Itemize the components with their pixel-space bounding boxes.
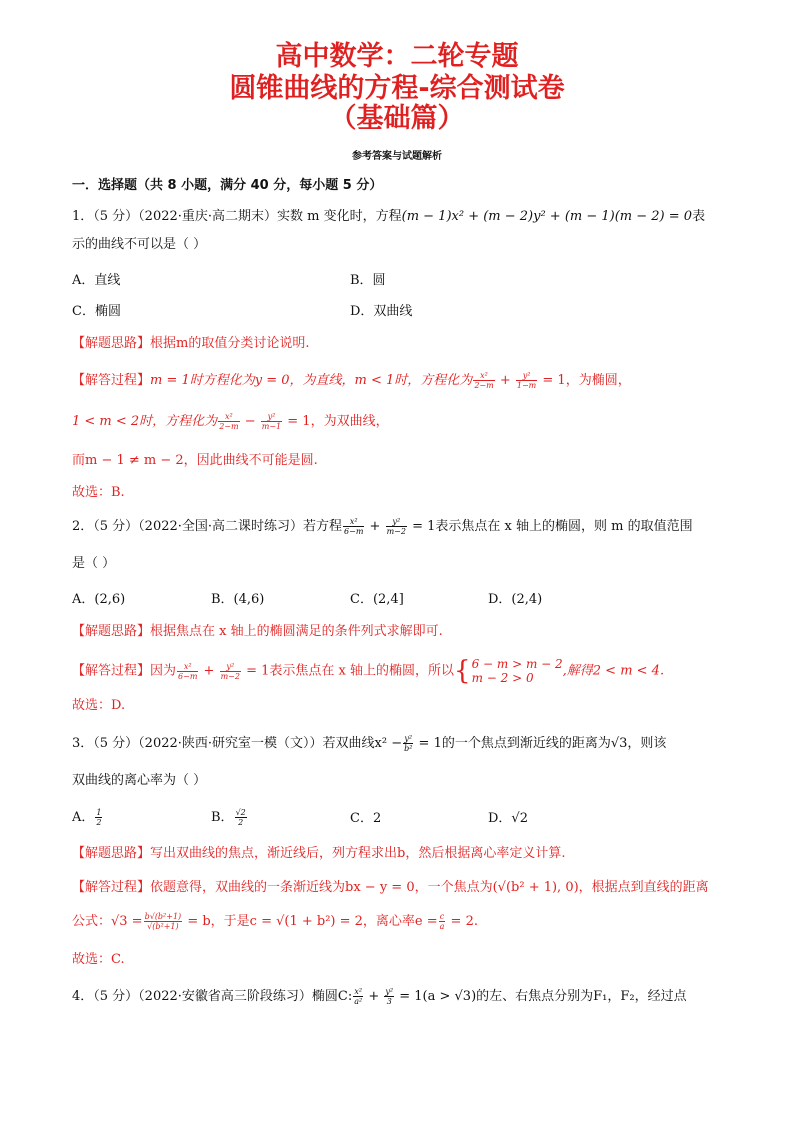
q2-idea — [72, 623, 732, 641]
q1-option-d: D．双曲线 — [350, 304, 413, 319]
q2-option-a: A．(2,6) — [72, 592, 126, 607]
title-line-1: 高中数学：二轮专题 — [275, 41, 519, 72]
q3-process-fraction-2: $\frac{c}{a}$ — [439, 912, 445, 931]
q1-fraction-1: $\frac{\text{x²}}{2-m}$ — [474, 371, 494, 390]
q1-tail: 表 — [692, 209, 706, 224]
q1-option-c: C．椭圆 — [72, 304, 121, 319]
q1-process-1b: = 1，为椭圆， — [538, 373, 631, 388]
q1-process-line-2: 1 < m < 2时，方程化为 $\frac{\text{x²}}{2-m}$ − $\frac{\text{y²}}{m-1}$ = 1，为双曲线， — [72, 412, 389, 431]
q1-idea — [72, 335, 732, 353]
q1-process-line-3: 而m − 1 ≠ m − 2，因此曲线不可能是圆. — [72, 453, 318, 468]
q1-fraction-3: $\frac{\text{x²}}{2-m}$ — [219, 412, 239, 431]
q2-option-d: D．(2,4) — [488, 592, 543, 607]
q3-fraction: $\frac{\text{y²}}{\text{b²}}$ — [404, 734, 413, 753]
q2-process-tag: 【解答过程】 — [72, 663, 151, 679]
q4-fraction-2: $\frac{\text{y²}}{3}$ — [385, 987, 394, 1006]
q2-idea-tag: 【解题思路】 — [72, 624, 151, 639]
q3-option-b-fraction: $\frac{√2}{2}$ — [235, 808, 246, 827]
q1-head: 1．（5 分）（2022·重庆·高二期末）实数 m 变化时，方程 — [72, 209, 402, 224]
q3-process-line-1 — [72, 879, 732, 897]
q2-line-2: 是（ ） — [72, 556, 116, 571]
q1-fraction-2: $\frac{\text{y²}}{1-m}$ — [516, 371, 537, 390]
q1-process-1a: m = 1时方程化为y = 0，为直线，m < 1时，方程化为 — [150, 373, 473, 388]
q3-idea-tag: 【解题思路】 — [72, 846, 151, 861]
q2-idea-text: 根据焦点在 x 轴上的椭圆满足的条件列式求解即可. — [150, 624, 443, 639]
q4-line-1: 4．（5 分）（2022·安徽省高三阶段练习）椭圆C: $\frac{\text{x²}}{\text{a²}}$ + $\frac{\text{y²}}{3}$ = 1(a > √3)的左、右焦点分别为F₁，F₂，经过点 — [72, 987, 687, 1006]
q2-process-a: 因为 — [150, 663, 177, 679]
q3-answer: 故选：C. — [72, 952, 125, 967]
q1-idea-tag: 【解题思路】 — [72, 336, 151, 351]
q1-process-tag: 【解答过程】 — [72, 373, 151, 388]
q2-process: 【解答过程】因为 $\frac{\text{x²}}{6-m}$ + $\frac{\text{y²}}{m-2}$ = 1表示焦点在 x 轴上的椭圆，所以{ 6 − m > m − 2 m − 2 > 0 ,解得2 < m < 4. — [72, 656, 665, 686]
q1-equation: (m − 1)x² + (m − 2)y² + (m − 1)(m − 2) = 0 — [401, 209, 693, 224]
title-line-2: 圆锥曲线的方程-综合测试卷 — [229, 73, 565, 104]
section-heading: 一．选择题（共 8 小题，满分 40 分，每小题 5 分） — [72, 178, 383, 193]
q3-option-d: D．√2 — [488, 811, 528, 826]
q3-process-fraction-1: $\frac{\text{b√(b²+1)}}{\text{√(b²+1)}}$ — [144, 912, 182, 931]
q2-fraction-1: $\frac{\text{x²}}{6-m}$ — [344, 517, 364, 536]
q3-process-1: 依题意得，双曲线的一条渐近线为bx − y = 0，一个焦点为(√(b² + 1), 0)，根据点到直线的距离 — [150, 880, 709, 895]
subtitle: 参考答案与试题解析 — [352, 151, 442, 162]
q1-line-1 — [72, 208, 732, 226]
q3-idea — [72, 845, 732, 863]
q2-head: 2．（5 分）（2022·全国·高二课时练习）若方程 — [72, 519, 343, 534]
q2-line-1: 2．（5 分）（2022·全国·高二课时练习）若方程 $\frac{\text{x²}}{6-m}$ + $\frac{\text{y²}}{m-2}$ = 1表示焦点在 x 轴上的椭圆，则 m 的取值范围 — [72, 517, 693, 536]
q3-line-2: 双曲线的离心率为（ ） — [72, 773, 207, 788]
q2-process-fraction-2: $\frac{\text{y²}}{m-2}$ — [220, 661, 240, 681]
q2-answer: 故选：D. — [72, 698, 126, 713]
q2-option-b: B．(4,6) — [211, 592, 265, 607]
q3-option-a: A． $\frac{1}{2}$ — [72, 808, 102, 827]
q1-fraction-4: $\frac{\text{y²}}{m-1}$ — [261, 412, 282, 431]
q3-process-line-2 — [72, 912, 732, 931]
q1-process-2a: 1 < m < 2时，方程化为 — [72, 414, 218, 429]
q2-inequality-system: 6 − m > m − 2 m − 2 > 0 — [471, 657, 563, 685]
q1-process-line-1: 【解答过程】m = 1时方程化为y = 0，为直线，m < 1时，方程化为 $\frac{\text{x²}}{2-m}$ + $\frac{\text{y²}}{1-m}$ = 1，为椭圆， — [72, 371, 631, 390]
q3-tail: = 1的一个焦点到渐近线的距离为√3，则该 — [414, 736, 667, 751]
q3-process-2a: 公式：√3 = — [72, 914, 143, 929]
q2-option-c: C．(2,4] — [350, 592, 404, 607]
q2-tail: = 1表示焦点在 x 轴上的椭圆，则 m 的取值范围 — [407, 519, 693, 534]
title-line-3: （基础篇） — [329, 103, 465, 134]
q4-fraction-1: $\frac{\text{x²}}{\text{a²}}$ — [354, 987, 363, 1006]
q1-option-a: A．直线 — [72, 273, 121, 288]
q2-fraction-2: $\frac{\text{y²}}{m-2}$ — [386, 517, 406, 536]
q1-answer: 故选：B. — [72, 485, 125, 500]
q2-process-b: = 1表示焦点在 x 轴上的椭圆，所以 — [241, 663, 455, 679]
q1-option-b: B．圆 — [350, 273, 386, 288]
q2-process-c: ,解得2 < m < 4. — [562, 663, 665, 679]
q3-head: 3．（5 分）（2022·陕西·研究室一模（文））若双曲线x² − — [72, 736, 403, 751]
q3-idea-text: 写出双曲线的焦点，渐近线后，列方程求出b，然后根据离心率定义计算. — [150, 846, 566, 861]
q3-process-tag: 【解答过程】 — [72, 880, 151, 895]
q3-option-a-fraction: $\frac{1}{2}$ — [96, 808, 102, 827]
q3-process-2c: = 2. — [446, 914, 478, 929]
q2-process-fraction-1: $\frac{\text{x²}}{6-m}$ — [178, 661, 198, 681]
q4-tail: = 1(a > √3)的左、右焦点分别为F₁，F₂，经过点 — [395, 989, 687, 1004]
q1-line-2: 示的曲线不可以是（ ） — [72, 237, 207, 252]
q3-option-b: B． $\frac{√2}{2}$ — [211, 808, 246, 827]
q1-process-2b: = 1，为双曲线， — [283, 414, 389, 429]
q1-idea-text: 根据m的取值分类讨论说明. — [150, 336, 310, 351]
q3-option-c: C．2 — [350, 811, 382, 826]
system-brace-icon: { — [454, 656, 471, 686]
q3-process-2b: = b，于是c = √(1 + b²) = 2，离心率e = — [183, 914, 438, 929]
q4-head: 4．（5 分）（2022·安徽省高三阶段练习）椭圆C: — [72, 989, 353, 1004]
q3-line-1 — [72, 734, 732, 753]
